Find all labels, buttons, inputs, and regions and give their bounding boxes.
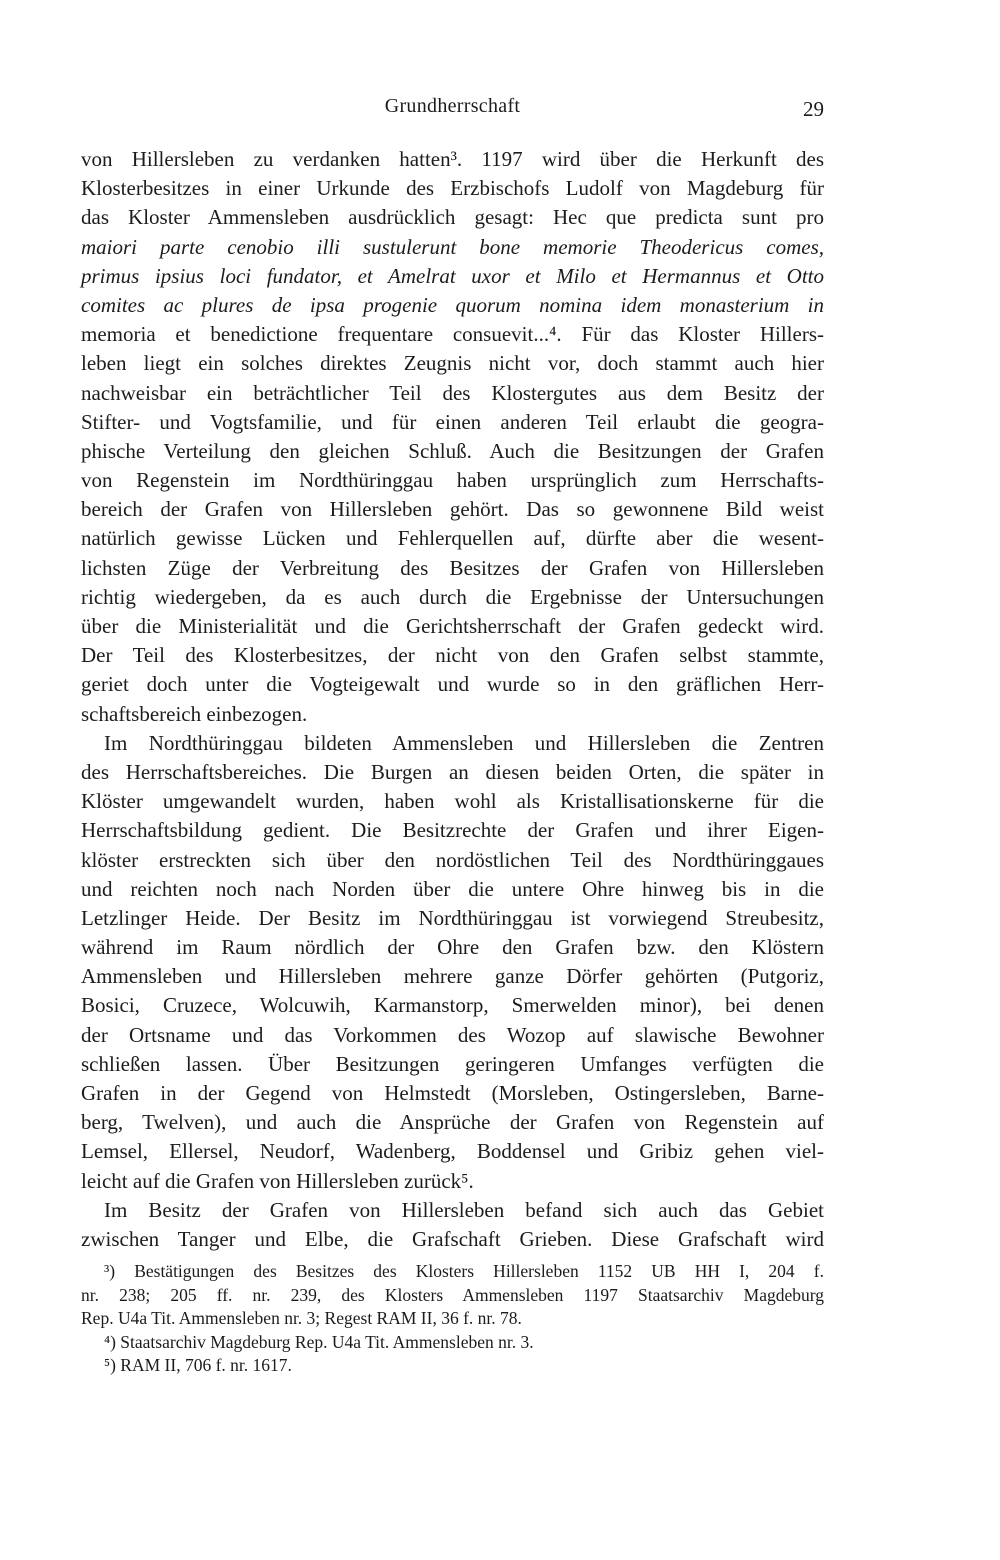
- text-line: das Kloster Ammensleben ausdrücklich gesagt: Hec que predicta sunt pro: [81, 205, 824, 230]
- page-header: [81, 95, 824, 125]
- text-line: des Herrschaftsbereiches. Die Burgen an diesen beiden Orten, die später in: [81, 759, 824, 784]
- footnote-line: ⁵) RAM II, 706 f. nr. 1617.: [104, 1355, 292, 1375]
- running-title: Grundherrschaft: [384, 95, 521, 117]
- text-line: leicht auf die Grafen von Hillersleben zurück⁵.: [81, 1168, 474, 1193]
- text-line: Lemsel, Ellersel, Neudorf, Wadenberg, Boddensel und Gribiz gehen viel-: [81, 1139, 824, 1164]
- text-line: Ammensleben und Hillersleben mehrere ganze Dörfer gehörten (Putgoriz,: [81, 964, 824, 989]
- text-line: während im Raum nördlich der Ohre den Grafen bzw. den Klöstern: [81, 935, 824, 960]
- text-line: über die Ministerialität und die Gerichtsherrschaft der Grafen gedeckt wird.: [81, 614, 824, 638]
- text-line: schaftsbereich einbezogen.: [81, 701, 308, 726]
- text-line: bereich der Grafen von Hillersleben gehört. Das so gewonnene Bild weist: [81, 497, 824, 522]
- footnote-line: ⁴) Staatsarchiv Magdeburg Rep. U4a Tit. Ammensleben nr. 3.: [104, 1331, 534, 1352]
- text-line: phische Verteilung den gleichen Schluß. Auch die Besitzungen der Grafen: [81, 438, 824, 463]
- text-line: von Hillersleben zu verdanken hatten³. 1197 wird über die Herkunft des: [81, 147, 824, 171]
- text-line: lichsten Züge der Verbreitung des Besitzes der Grafen von Hillersleben: [81, 555, 824, 580]
- text-line: und reichten noch nach Norden über die untere Ohre hinweg bis in die: [81, 876, 824, 901]
- text-line: primus ipsius loci fundator, et Amelrat uxor et Milo et Hermannus et Otto: [81, 263, 824, 288]
- text-line: berg, Twelven), und auch die Ansprüche der Grafen von Regenstein auf: [81, 1110, 824, 1135]
- text-line: Letzlinger Heide. Der Besitz im Nordthüringgau ist vorwiegend Streubesitz,: [81, 905, 824, 930]
- text-line: nachweisbar ein beträchtlicher Teil des Klostergutes aus dem Besitz der: [81, 380, 824, 405]
- text-line: geriet doch unter die Vogteigewalt und wurde so in den gräflichen Herr-: [81, 672, 824, 697]
- text-line: von Regenstein im Nordthüringgau haben ursprünglich zum Herrschafts-: [81, 468, 824, 493]
- text-line: Klosterbesitzes in einer Urkunde des Erzbischofs Ludolf von Magdeburg für: [81, 176, 824, 201]
- text-line: Im Besitz der Grafen von Hillersleben befand sich auch das Gebiet: [104, 1197, 824, 1222]
- main-text: [81, 145, 824, 1254]
- text-line: Herrschaftsbildung gedient. Die Besitzrechte der Grafen und ihrer Eigen-: [81, 818, 824, 843]
- text-line: memoria et benedictione frequentare consuevit...⁴. Für das Kloster Hillers-: [81, 322, 824, 347]
- footnotes: [81, 1260, 824, 1378]
- text-line: zwischen Tanger und Elbe, die Grafschaft Grieben. Diese Grafschaft wird: [81, 1226, 824, 1251]
- text-line: Der Teil des Klosterbesitzes, der nicht von den Grafen selbst stammte,: [81, 643, 824, 668]
- footnote-line: Rep. U4a Tit. Ammensleben nr. 3; Regest RAM II, 36 f. nr. 78.: [81, 1308, 522, 1328]
- text-line: schließen lassen. Über Besitzungen geringeren Umfanges verfügten die: [81, 1051, 824, 1076]
- text-line: comites ac plures de ipsa progenie quorum nomina idem monasterium in: [81, 292, 824, 317]
- text-line: Klöster umgewandelt wurden, haben wohl als Kristallisationskerne für die: [81, 789, 824, 814]
- page-number: 29: [803, 97, 824, 121]
- text-line: Grafen in der Gegend von Helmstedt (Morsleben, Ostingersleben, Barne-: [81, 1081, 824, 1105]
- text-line: natürlich gewisse Lücken und Fehlerquellen auf, dürfte aber die wesent-: [81, 526, 824, 551]
- text-line: der Ortsname und das Vorkommen des Wozop auf slawische Bewohner: [81, 1022, 824, 1047]
- footnote-line: nr. 238; 205 ff. nr. 239, des Klosters Ammensleben 1197 Staatsarchiv Magdeburg: [81, 1284, 824, 1305]
- text-line: Stifter- und Vogtsfamilie, und für einen anderen Teil erlaubt die geogra-: [81, 409, 824, 434]
- text-line: Im Nordthüringgau bildeten Ammensleben und Hillersleben die Zentren: [104, 730, 824, 755]
- text-line: richtig wiedergeben, da es auch durch die Ergebnisse der Untersuchungen: [81, 584, 824, 609]
- text-line: leben liegt ein solches direktes Zeugnis nicht vor, doch stammt auch hier: [81, 351, 824, 376]
- text-line: klöster erstreckten sich über den nordöstlichen Teil des Nordthüringgaues: [81, 847, 824, 872]
- footnote-line: ³) Bestätigungen des Besitzes des Klosters Hillersleben 1152 UB HH I, 204 f.: [104, 1261, 824, 1281]
- text-line: Bosici, Cruzece, Wolcuwih, Karmanstorp, Smerwelden minor), bei denen: [81, 993, 824, 1018]
- text-line: maiori parte cenobio illi sustulerunt bone memorie Theodericus comes,: [81, 234, 824, 259]
